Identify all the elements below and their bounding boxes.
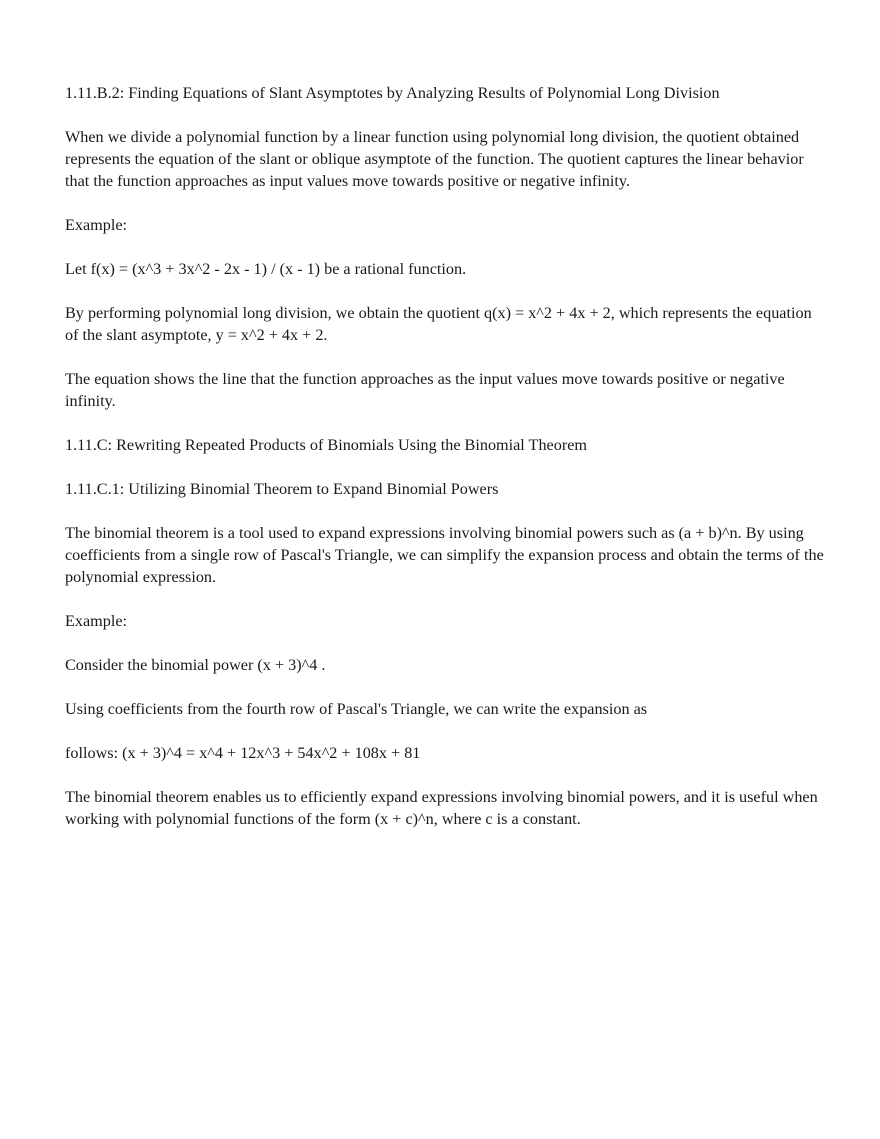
heading-expand-binomial-powers: 1.11.C.1: Utilizing Binomial Theorem to Expand Binomial Powers <box>65 480 499 498</box>
paragraph-binomial-intro: The binomial theorem is a tool used to expand expressions involving binomial powers such as (a + b)^n. By using coefficients from a single row of Pascal's Triangle, we can simplify the expansion process and obtain the terms of the polynomial expression. <box>65 524 824 586</box>
paragraph-binomial-power: Consider the binomial power (x + 3)^4 . <box>65 656 326 674</box>
paragraph-equation-behavior: The equation shows the line that the function approaches as the input values move towards positive or negative infinity. <box>65 370 785 410</box>
heading-slant-asymptotes: 1.11.B.2: Finding Equations of Slant Asymptotes by Analyzing Results of Polynomial Long Division <box>65 84 720 102</box>
paragraph-slant-intro: When we divide a polynomial function by a linear function using polynomial long division, the quotient obtained represents the equation of the slant or oblique asymptote of the function. The quotient captures the linear behavior that the function approaches as input values move towards positive or negative infinity. <box>65 128 804 190</box>
paragraph-pascal-row: Using coefficients from the fourth row of Pascal's Triangle, we can write the expansion as <box>65 700 648 718</box>
heading-binomial-theorem: 1.11.C: Rewriting Repeated Products of Binomials Using the Binomial Theorem <box>65 436 587 454</box>
paragraph-long-division-result: By performing polynomial long division, we obtain the quotient q(x) = x^2 + 4x + 2, which represents the equation of the slant asymptote, y = x^2 + 4x + 2. <box>65 304 812 344</box>
paragraph-rational-function: Let f(x) = (x^3 + 3x^2 - 2x - 1) / (x - 1) be a rational function. <box>65 260 467 278</box>
document-page <box>65 82 825 852</box>
paragraph-example-label-1: Example: <box>65 216 128 234</box>
paragraph-binomial-conclusion: The binomial theorem enables us to efficiently expand expressions involving binomial powers, and it is useful when working with polynomial functions of the form (x + c)^n, where c is a constant. <box>65 788 818 828</box>
paragraph-example-label-2: Example: <box>65 612 128 630</box>
paragraph-expansion: follows: (x + 3)^4 = x^4 + 12x^3 + 54x^2 + 108x + 81 <box>65 744 421 762</box>
